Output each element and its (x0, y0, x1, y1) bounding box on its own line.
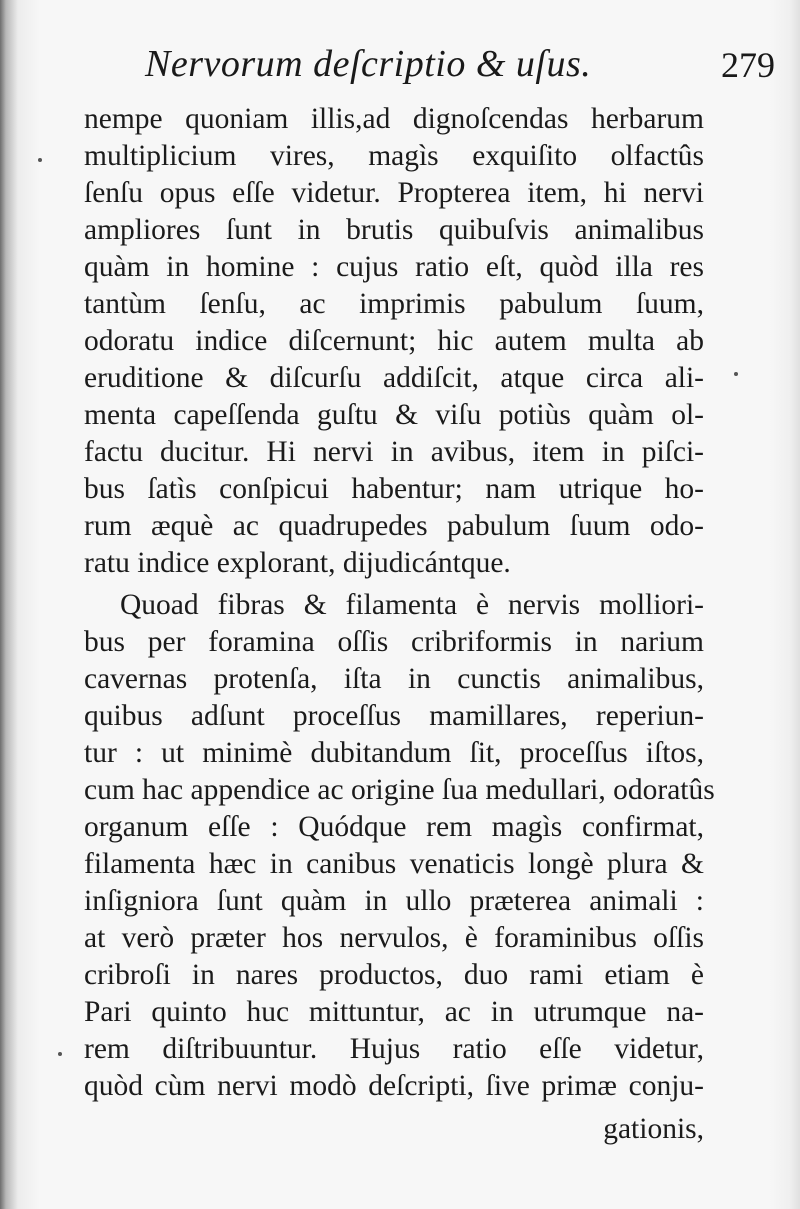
text-line: tur : ut minimè dubitandum ſit, proceſſus iſtos, (84, 737, 704, 769)
text-line: organum eſſe : Quódque rem magìs confirmat, (84, 811, 704, 843)
margin-speck (58, 1052, 62, 1056)
text-line: tantùm ſenſu, ac imprimis pabulum ſuum, (84, 288, 704, 320)
text-line: ſenſu opus eſſe videtur. Propterea item, hi nervi (84, 177, 704, 209)
catchword: gationis, (603, 1113, 704, 1145)
margin-speck (734, 372, 738, 376)
page-number: 279 (721, 45, 775, 85)
text-line: odoratu indice diſcernunt; hic autem multa ab (84, 325, 704, 357)
text-line: quibus adſunt proceſſus mamillares, reperiun- (84, 700, 704, 732)
text-line: cum hac appendice ac origine ſua medullari, odoratûs (84, 774, 715, 806)
text-line: cribroſi in nares productos, duo rami etiam è (84, 959, 704, 991)
text-line: ratu indice explorant, dijudicántque. (84, 547, 511, 579)
text-line: filamenta hæc in canibus venaticis longè plura & (84, 848, 704, 880)
text-line: inſigniora ſunt quàm in ullo præterea animali : (84, 885, 704, 917)
paragraph-first-line: Quoad fibras & filamenta è nervis molliori- (120, 589, 704, 621)
text-line: cavernas protenſa, iſta in cunctis animalibus, (84, 663, 704, 695)
text-line: quàm in homine : cujus ratio eſt, quòd illa res (84, 251, 704, 283)
text-line: bus ſatìs conſpicui habentur; nam utrique ho- (84, 473, 704, 505)
text-line: menta capeſſenda guſtu & viſu potiùs quàm ol- (84, 399, 704, 431)
text-line: Pari quinto huc mittuntur, ac in utrumque na- (84, 996, 704, 1028)
text-line: factu ducitur. Hi nervi in avibus, item in piſci- (84, 436, 704, 468)
text-line: bus per foramina oſſis cribriformis in narium (84, 626, 704, 658)
page-header (85, 40, 775, 96)
text-line: quòd cùm nervi modò deſcripti, ſive primæ conju- (84, 1070, 704, 1102)
text-line: at verò præter hos nervulos, è foraminibus oſſis (84, 922, 704, 954)
text-line: ampliores ſunt in brutis quibuſvis animalibus (84, 214, 704, 246)
text-line: multiplicium vires, magìs exquiſito olfactûs (84, 140, 704, 172)
text-line: eruditione & diſcurſu addiſcit, atque circa ali- (84, 362, 704, 394)
margin-speck (38, 158, 42, 162)
running-title: Nervorum deſcriptio & uſus. (145, 43, 592, 85)
text-line: rum æquè ac quadrupedes pabulum ſuum odo- (84, 510, 704, 542)
text-line: nempe quoniam illis,ad dignoſcendas herbarum (84, 103, 704, 135)
text-line: rem diſtribuuntur. Hujus ratio eſſe videtur, (84, 1033, 704, 1065)
